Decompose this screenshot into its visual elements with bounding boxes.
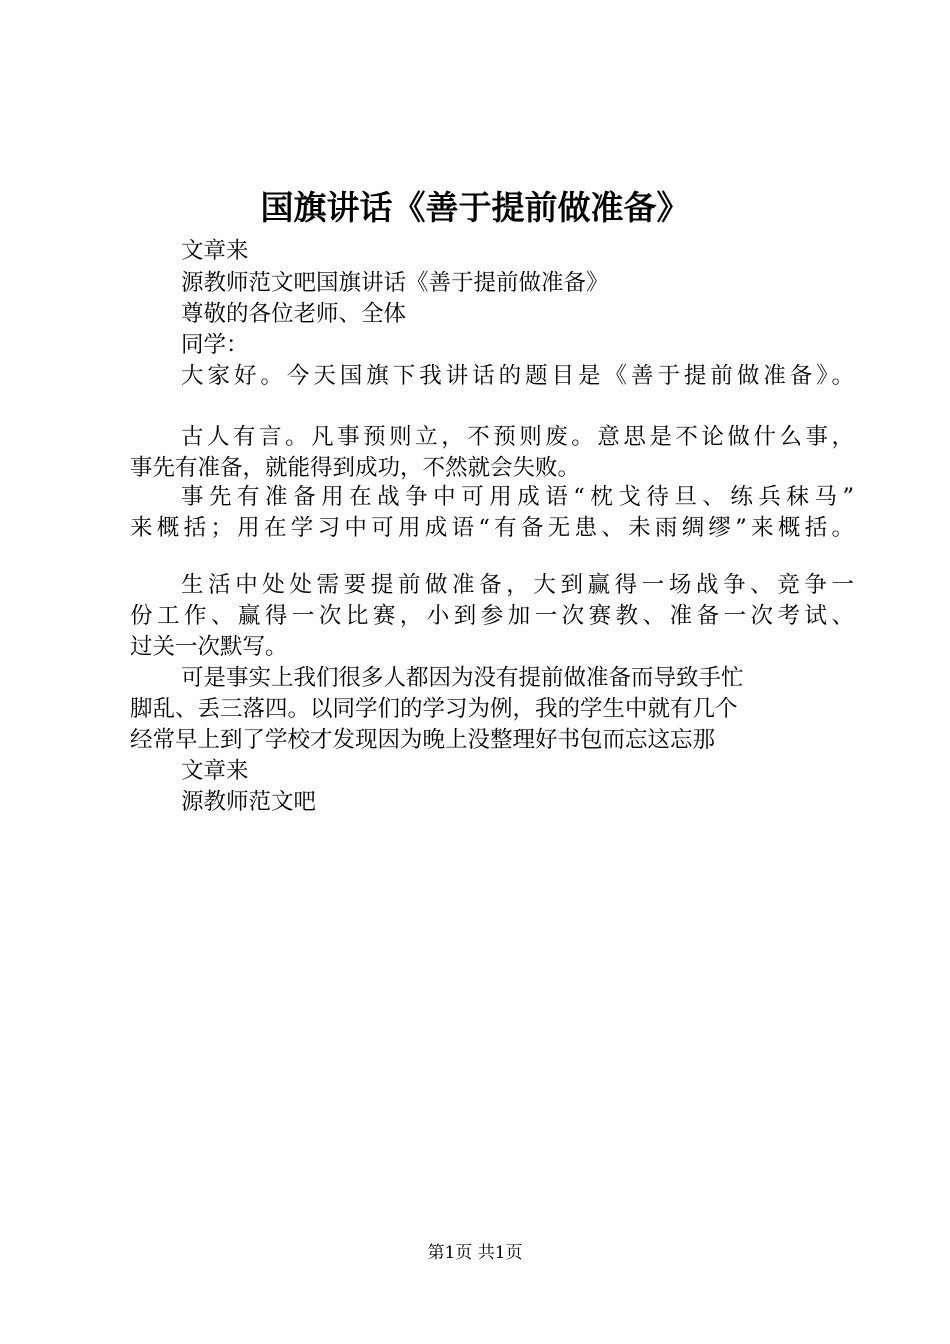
text-line: 事先有准备，就能得到成功，不然就会失败。 — [130, 455, 581, 481]
text-line: 源教师范文吧 — [181, 789, 317, 815]
text-line: 源教师范文吧国旗讲话《善于提前做准备》 — [181, 270, 609, 296]
text-line: 可是事实上我们很多人都因为没有提前做准备而导致手忙 — [181, 665, 744, 691]
text-line: 经常早上到了学校才发现因为晚上没整理好书包而忘这忘那 — [130, 727, 716, 753]
text-line: 古人有言。凡事预则立，不预则废。意思是不论做什么事， — [181, 424, 854, 450]
text-line: 过关一次默写。 — [130, 634, 288, 660]
text-line: 文章来 — [181, 238, 249, 264]
page-footer: 第1页 共1页 — [427, 1243, 523, 1263]
text-line: 来概括；用在学习中可用成语“有备无患、未雨绸缪”来概括。 — [130, 515, 854, 541]
text-line: 生活中处处需要提前做准备，大到赢得一场战争、竞争一 — [181, 572, 854, 598]
text-line: 事先有准备用在战争中可用成语“枕戈待旦、练兵秣马” — [181, 484, 854, 510]
text-line: 尊敬的各位老师、全体 — [181, 301, 407, 327]
text-line: 份工作、赢得一次比赛，小到参加一次赛教、准备一次考试、 — [130, 603, 854, 629]
text-line: 大家好。今天国旗下我讲话的题目是《善于提前做准备》。 — [181, 363, 854, 389]
text-line: 脚乱、丢三落四。以同学们的学习为例，我的学生中就有几个 — [130, 696, 738, 722]
document-title: 国旗讲话《善于提前做准备》 — [260, 188, 690, 227]
text-line: 同学： — [181, 332, 249, 358]
text-line: 文章来 — [181, 758, 249, 784]
